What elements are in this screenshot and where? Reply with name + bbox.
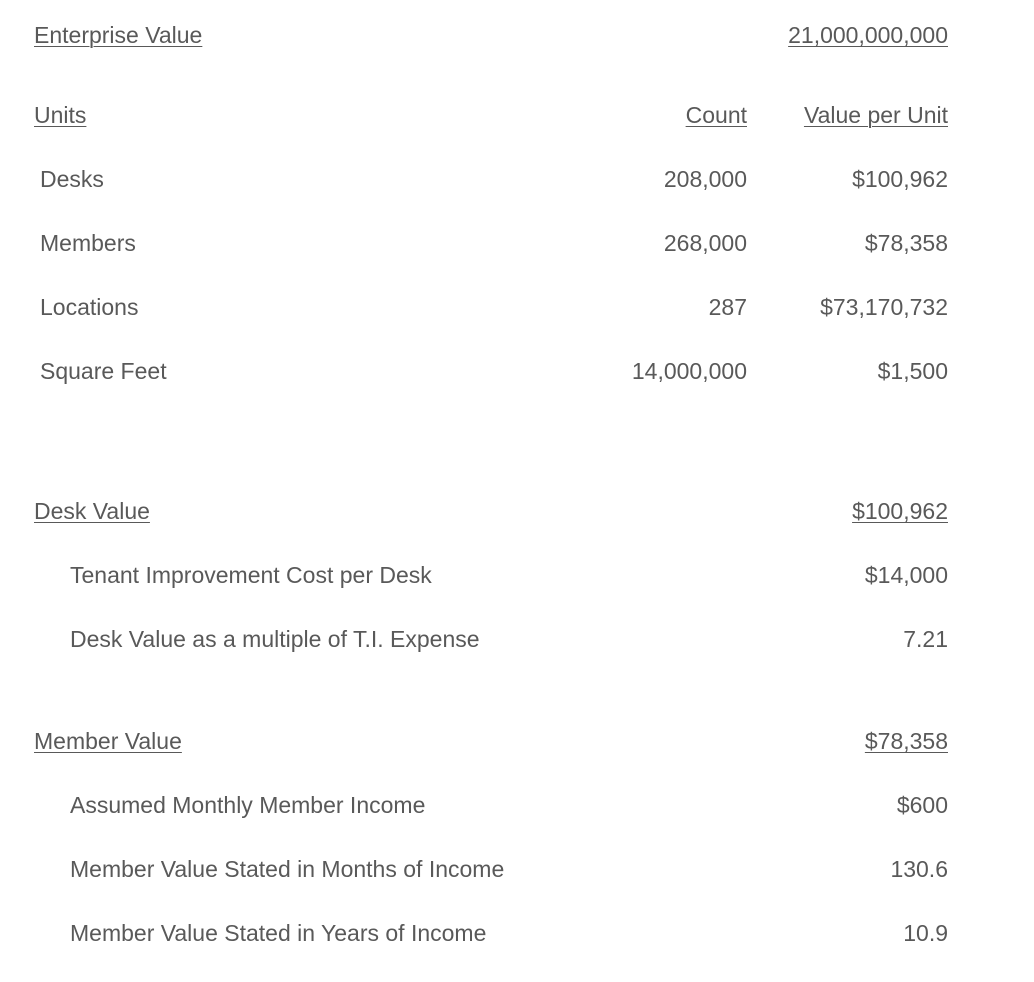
- units-row-desks: [0, 162, 1034, 196]
- value-per-unit-column-header: Value per Unit: [803, 102, 948, 128]
- enterprise-value-label: Enterprise Value: [34, 22, 203, 48]
- desk-value-row-value: $14,000: [864, 562, 948, 588]
- member-value-row-value: 130.6: [890, 856, 948, 882]
- desk-value-row-label: Desk Value as a multiple of T.I. Expense: [70, 626, 480, 652]
- desk-value-amount: $100,962: [852, 498, 948, 524]
- units-row-count: 208,000: [663, 166, 747, 192]
- units-row-label: Square Feet: [40, 358, 167, 384]
- member-value-amount: $78,358: [864, 728, 948, 754]
- desk-value-row-ti-cost: [0, 558, 1034, 592]
- desk-value-row-value: 7.21: [903, 626, 948, 652]
- count-column-header: Count: [685, 102, 747, 128]
- enterprise-value-row: [0, 18, 1034, 52]
- units-row-value: $1,500: [877, 358, 948, 384]
- units-row-label: Desks: [40, 166, 104, 192]
- member-value-row-value: 10.9: [903, 920, 948, 946]
- units-row-label: Locations: [40, 294, 139, 320]
- units-header-row: [0, 98, 1034, 132]
- member-value-row-label: Assumed Monthly Member Income: [70, 792, 426, 818]
- member-value-header-row: [0, 724, 1034, 758]
- units-row-square-feet: [0, 354, 1034, 388]
- desk-value-row-label: Tenant Improvement Cost per Desk: [70, 562, 432, 588]
- member-value-row-monthly-income: [0, 788, 1034, 822]
- units-label: Units: [34, 102, 87, 128]
- member-value-row-label: Member Value Stated in Years of Income: [70, 920, 487, 946]
- units-row-count: 14,000,000: [631, 358, 747, 384]
- units-row-locations: [0, 290, 1034, 324]
- enterprise-value-amount: 21,000,000,000: [788, 22, 948, 48]
- desk-value-header-row: [0, 494, 1034, 528]
- member-value-row-value: $600: [896, 792, 948, 818]
- units-row-value: $100,962: [852, 166, 948, 192]
- desk-value-label: Desk Value: [34, 498, 150, 524]
- units-row-count: 268,000: [663, 230, 747, 256]
- units-row-members: [0, 226, 1034, 260]
- units-row-count: 287: [708, 294, 747, 320]
- units-row-value: $73,170,732: [820, 294, 948, 320]
- member-value-row-years: [0, 916, 1034, 950]
- units-row-value: $78,358: [864, 230, 948, 256]
- member-value-row-label: Member Value Stated in Months of Income: [70, 856, 505, 882]
- member-value-label: Member Value: [34, 728, 182, 754]
- desk-value-row-multiple: [0, 622, 1034, 656]
- units-row-label: Members: [40, 230, 136, 256]
- member-value-row-months: [0, 852, 1034, 886]
